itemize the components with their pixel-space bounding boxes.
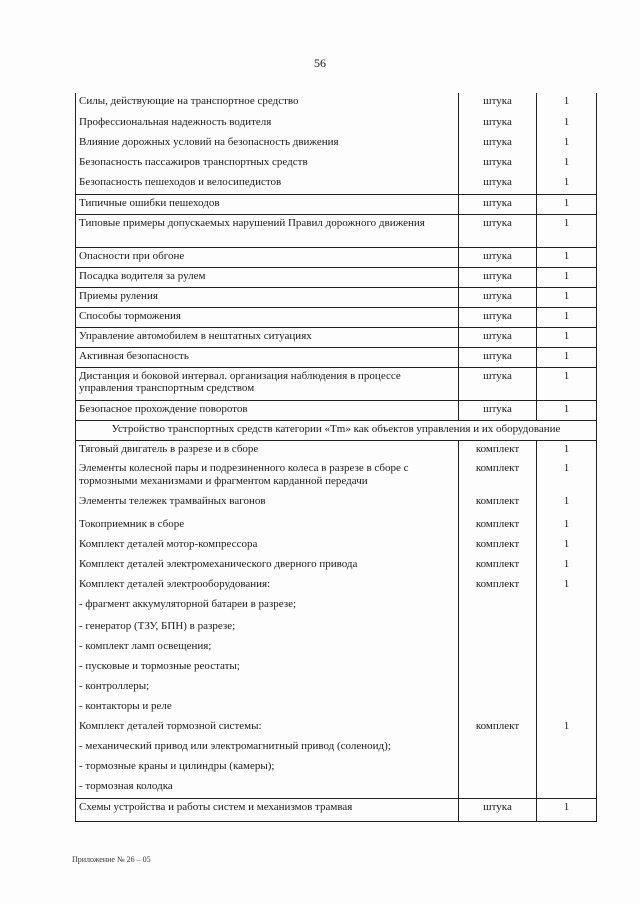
item-name: - тормозная колодка — [76, 778, 459, 798]
table-row — [76, 214, 597, 247]
table-row — [76, 93, 597, 114]
item-name: Элементы тележек трамвайных вагонов — [76, 493, 459, 516]
item-unit: комплект — [459, 556, 537, 576]
item-unit: штука — [459, 367, 537, 400]
page-number: 56 — [314, 56, 326, 70]
item-unit — [459, 658, 537, 678]
item-quantity: 1 — [537, 576, 597, 596]
item-unit — [459, 596, 537, 618]
item-name: Профессиональная надежность водителя — [76, 114, 459, 134]
item-quantity: 1 — [537, 214, 597, 247]
table-row — [76, 493, 597, 516]
item-unit — [459, 738, 537, 758]
item-quantity — [537, 738, 597, 758]
table-body — [76, 93, 597, 821]
item-name: - контроллеры; — [76, 678, 459, 698]
item-unit: штука — [459, 400, 537, 420]
item-quantity: 1 — [537, 367, 597, 400]
item-name: Комплект деталей тормозной системы: — [76, 718, 459, 738]
table-row — [76, 267, 597, 287]
table-row — [76, 556, 597, 576]
item-unit — [459, 758, 537, 778]
table-row — [76, 618, 597, 638]
item-unit: комплект — [459, 493, 537, 516]
item-quantity: 1 — [537, 93, 597, 114]
item-unit: штука — [459, 114, 537, 134]
item-name: Опасности при обгоне — [76, 247, 459, 267]
table-row — [76, 347, 597, 367]
item-name: Безопасное прохождение поворотов — [76, 400, 459, 420]
item-name: Тяговый двигатель в разрезе и в сборе — [76, 440, 459, 460]
table-row — [76, 247, 597, 267]
item-quantity: 1 — [537, 400, 597, 420]
table-row — [76, 154, 597, 174]
item-name: Токоприемник в сборе — [76, 516, 459, 536]
item-quantity: 1 — [537, 327, 597, 347]
item-unit: штука — [459, 154, 537, 174]
item-name: - фрагмент аккумуляторной батареи в разрезе; — [76, 596, 459, 618]
item-unit — [459, 778, 537, 798]
item-name: - тормозные краны и цилиндры (камеры); — [76, 758, 459, 778]
item-unit: комплект — [459, 460, 537, 493]
item-quantity: 1 — [537, 347, 597, 367]
item-quantity: 1 — [537, 194, 597, 214]
item-name: - пусковые и тормозные реостаты; — [76, 658, 459, 678]
item-name: Дистанция и боковой интервал. организация наблюдения в процессе управления транспортным средством — [76, 367, 459, 400]
item-quantity — [537, 596, 597, 618]
table-row — [76, 327, 597, 347]
item-name: Силы, действующие на транспортное средство — [76, 93, 459, 114]
item-quantity — [537, 638, 597, 658]
table-row — [76, 698, 597, 718]
item-unit: штука — [459, 327, 537, 347]
table-row — [76, 440, 597, 460]
table-row — [76, 536, 597, 556]
item-name: Комплект деталей электромеханического дверного привода — [76, 556, 459, 576]
table-row — [76, 400, 597, 420]
item-unit: штука — [459, 347, 537, 367]
item-unit — [459, 678, 537, 698]
table-row — [76, 738, 597, 758]
item-unit: комплект — [459, 536, 537, 556]
item-quantity — [537, 698, 597, 718]
item-quantity: 1 — [537, 440, 597, 460]
table-row — [76, 758, 597, 778]
item-quantity: 1 — [537, 556, 597, 576]
table-row — [76, 134, 597, 154]
item-quantity — [537, 678, 597, 698]
table-row — [76, 718, 597, 738]
item-quantity — [537, 778, 597, 798]
item-name: Безопасность пассажиров транспортных средств — [76, 154, 459, 174]
item-unit: штука — [459, 214, 537, 247]
item-quantity: 1 — [537, 536, 597, 556]
item-name: - генератор (ТЗУ, БПН) в разрезе; — [76, 618, 459, 638]
item-name: Способы торможения — [76, 307, 459, 327]
item-unit — [459, 618, 537, 638]
item-quantity: 1 — [537, 460, 597, 493]
item-unit: штука — [459, 93, 537, 114]
item-name: Приемы руления — [76, 287, 459, 307]
equipment-table — [75, 93, 597, 822]
item-name: Активная безопасность — [76, 347, 459, 367]
item-name: Типичные ошибки пешеходов — [76, 194, 459, 214]
item-name: Безопасность пешеходов и велосипедистов — [76, 174, 459, 194]
item-quantity: 1 — [537, 174, 597, 194]
item-quantity: 1 — [537, 287, 597, 307]
item-unit: комплект — [459, 516, 537, 536]
footer-note: Приложение № 26 – 05 — [72, 855, 151, 864]
item-name: Управление автомобилем в нештатных ситуациях — [76, 327, 459, 347]
table-row — [76, 638, 597, 658]
item-name: Схемы устройства и работы систем и механизмов трамвая — [76, 798, 459, 821]
item-quantity: 1 — [537, 307, 597, 327]
item-name: Влияние дорожных условий на безопасность движения — [76, 134, 459, 154]
item-name: Посадка водителя за рулем — [76, 267, 459, 287]
item-unit: штука — [459, 174, 537, 194]
item-quantity: 1 — [537, 493, 597, 516]
item-unit: штука — [459, 267, 537, 287]
item-name: - контакторы и реле — [76, 698, 459, 718]
item-quantity: 1 — [537, 516, 597, 536]
table-row — [76, 174, 597, 194]
item-unit: комплект — [459, 440, 537, 460]
table-row — [76, 460, 597, 493]
item-name: Комплект деталей электрооборудования: — [76, 576, 459, 596]
table-row — [76, 114, 597, 134]
item-name: - комплект ламп освещения; — [76, 638, 459, 658]
table-row — [76, 678, 597, 698]
item-unit: комплект — [459, 576, 537, 596]
table-row — [76, 778, 597, 798]
table-row — [76, 658, 597, 678]
item-unit: штука — [459, 307, 537, 327]
item-quantity: 1 — [537, 798, 597, 821]
item-name: Комплект деталей мотор-компрессора — [76, 536, 459, 556]
section-header-row — [76, 420, 597, 440]
item-unit: штука — [459, 798, 537, 821]
table-row — [76, 798, 597, 821]
item-name: Элементы колесной пары и подрезиненного колеса в разрезе в сборе с тормозными механизмами и фрагментом карданной передачи — [76, 460, 459, 493]
item-unit: штука — [459, 194, 537, 214]
table-row — [76, 367, 597, 400]
item-unit — [459, 638, 537, 658]
item-unit: штука — [459, 134, 537, 154]
table-row — [76, 516, 597, 536]
table-row — [76, 287, 597, 307]
item-quantity: 1 — [537, 154, 597, 174]
item-quantity — [537, 758, 597, 778]
item-quantity: 1 — [537, 114, 597, 134]
table-row — [76, 576, 597, 596]
item-quantity: 1 — [537, 247, 597, 267]
item-name: - механический привод или электромагнитный привод (соленоид); — [76, 738, 459, 758]
item-quantity: 1 — [537, 134, 597, 154]
item-unit: комплект — [459, 718, 537, 738]
section-title: Устройство транспортных средств категории «Tm» как объектов управления и их оборудование — [76, 420, 597, 440]
item-unit: штука — [459, 287, 537, 307]
item-quantity: 1 — [537, 718, 597, 738]
table-row — [76, 307, 597, 327]
item-quantity — [537, 658, 597, 678]
item-quantity — [537, 618, 597, 638]
table-row — [76, 596, 597, 618]
item-quantity: 1 — [537, 267, 597, 287]
item-unit — [459, 698, 537, 718]
item-unit: штука — [459, 247, 537, 267]
item-name: Типовые примеры допускаемых нарушений Правил дорожного движения — [76, 214, 459, 247]
table-row — [76, 194, 597, 214]
